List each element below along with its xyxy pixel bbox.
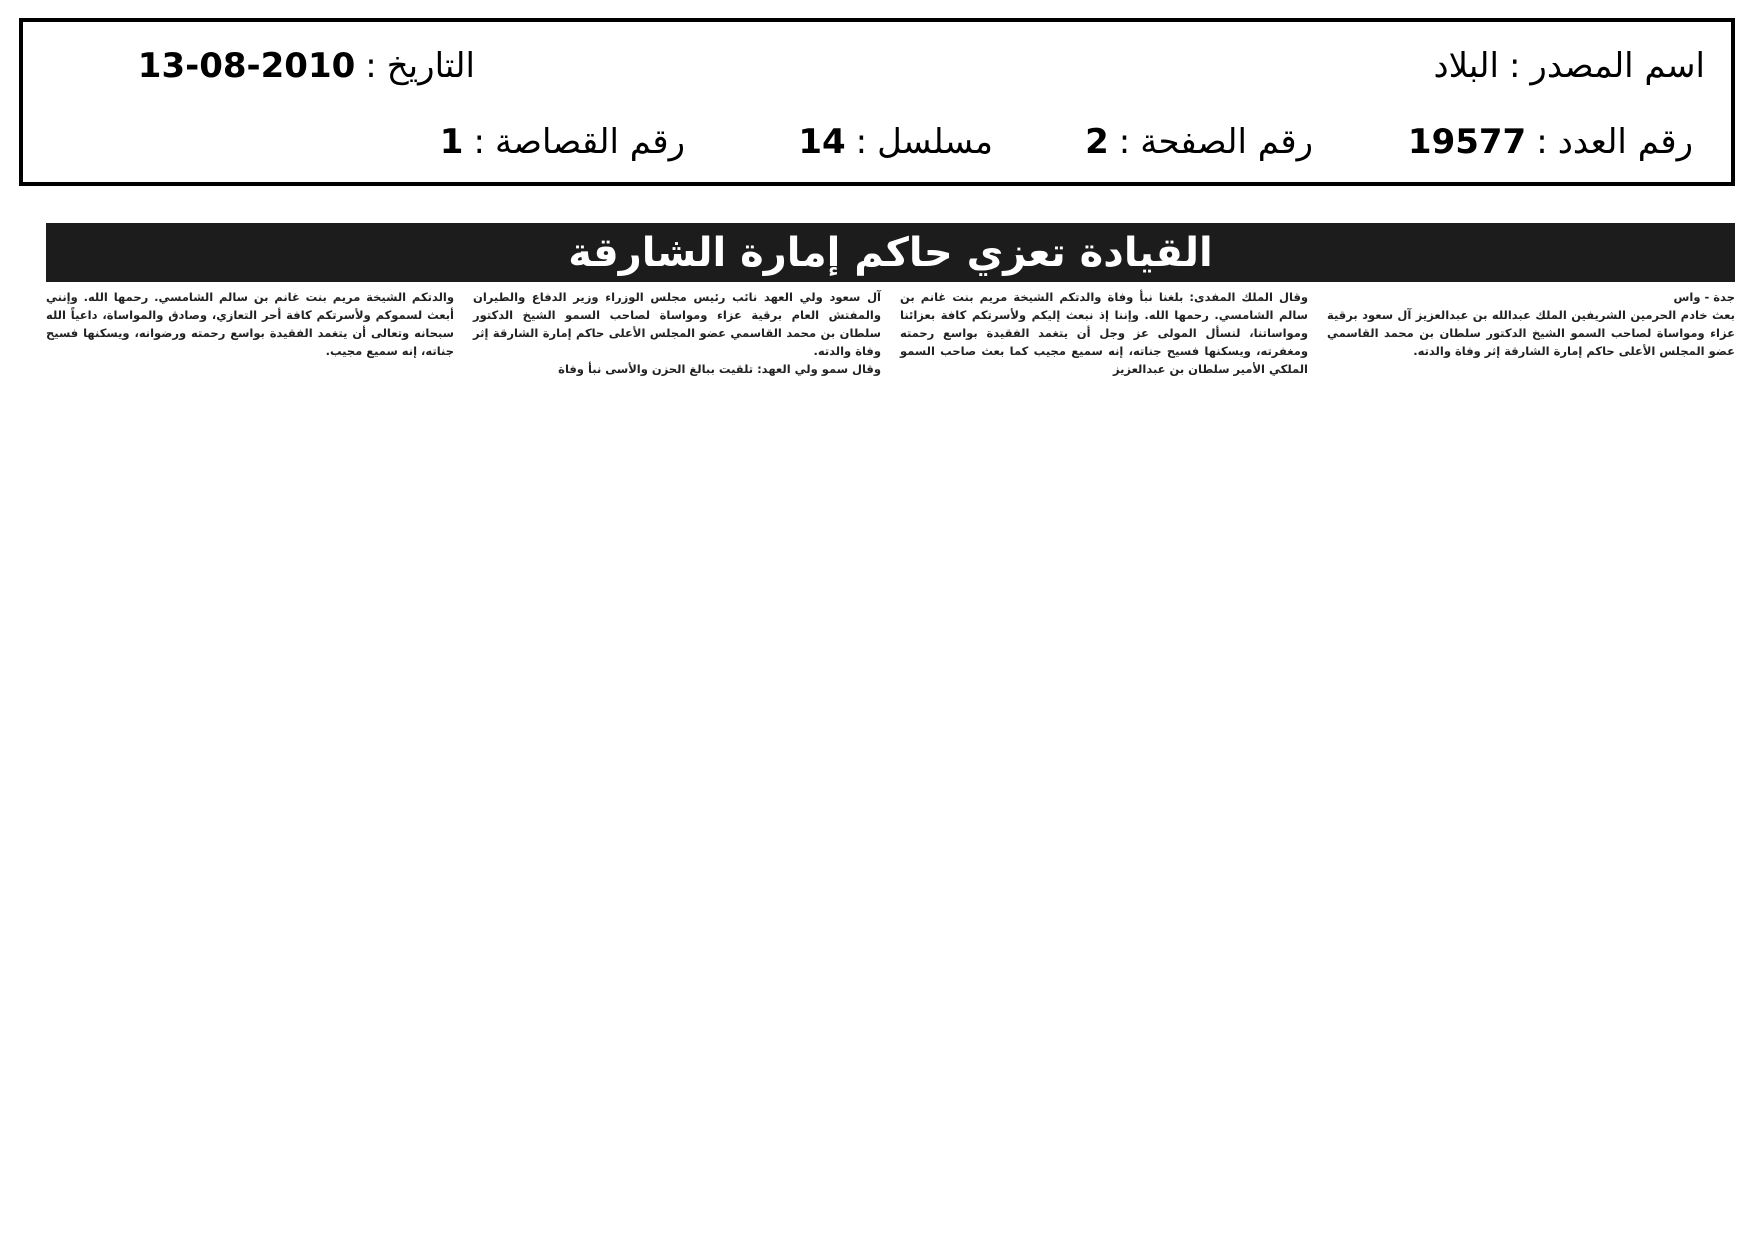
issue-value: 19577: [1407, 122, 1527, 162]
clip-value: 1: [439, 122, 464, 162]
serial-field: [798, 122, 993, 162]
article-headline: القيادة تعزي حاكم إمارة الشارقة: [568, 229, 1213, 276]
clip-field: [440, 122, 685, 162]
clip-separator: :: [473, 122, 485, 162]
issue-separator: :: [1536, 122, 1548, 162]
article-dateline: جدة - واس: [1673, 290, 1735, 304]
article-paragraph: وقال الملك المفدى: بلغنا نبأ وفاة والدتكم الشيخة مريم بنت غانم بن سالم الشامسي. رحمها الله. وإننا إذ نبعث إليكم ولأسرتكم كافة بعزائنا ومواساتنا، لنسأل المولى عز وجل أن يتغمد الفقيدة بواسع رحمته ومغفرته، ويسكنها فسيح جناته، إنه سميع مجيب كما بعث صاحب السمو الملكي الأمير سلطان بن عبدالعزيز: [900, 290, 1308, 376]
date-field: [138, 46, 475, 86]
article-paragraph: وقال سمو ولي العهد: تلقيت ببالغ الحزن والأسى نبأ وفاة: [558, 362, 881, 376]
article-paragraph: والدتكم الشيخة مريم بنت غانم بن سالم الشامسي. رحمها الله. وإنني أبعث لسموكم ولأسرتكم كافة أحر التعازي، وصادق والمواساة، داعياً الله سبحانه وتعالى أن يتغمد الفقيدة بواسع رحمته ورضوانه، ويسكنها فسيح جناته، إنه سميع مجيب.: [46, 290, 454, 358]
issue-label: رقم العدد: [1557, 122, 1693, 162]
article-column-2: [900, 288, 1308, 378]
source-field: [1433, 46, 1705, 86]
article-column-1: [1327, 288, 1735, 360]
page-label: رقم الصفحة: [1140, 122, 1313, 162]
source-separator: :: [1508, 46, 1521, 86]
issue-field: [1408, 122, 1693, 162]
headline-bar: [46, 223, 1735, 282]
page-field: [1085, 122, 1313, 162]
clipping-header: [19, 18, 1735, 186]
serial-label: مسلسل: [877, 122, 993, 162]
source-label: اسم المصدر: [1530, 46, 1705, 86]
article-paragraph: آل سعود ولي العهد نائب رئيس مجلس الوزراء وزير الدفاع والطيران والمفتش العام برقية عزاء ومواساة لصاحب السمو الشيخ الدكتور سلطان بن محمد القاسمي عضو المجلس الأعلى حاكم إمارة الشارقة إثر وفاة والدته.: [473, 290, 881, 358]
page-separator: :: [1118, 122, 1131, 162]
page-value: 2: [1085, 122, 1109, 162]
serial-separator: :: [855, 122, 868, 162]
article-column-3: [473, 288, 881, 378]
source-value: البلاد: [1433, 46, 1499, 86]
date-value: 13-08-2010: [137, 46, 356, 86]
clip-label: رقم القصاصة: [494, 122, 685, 162]
serial-value: 14: [798, 122, 846, 162]
article-body: [46, 288, 1735, 388]
date-separator: :: [365, 46, 377, 86]
date-label: التاريخ: [386, 46, 475, 86]
article-column-4: [46, 288, 454, 360]
article-paragraph: بعث خادم الحرمين الشريفين الملك عبدالله بن عبدالعزيز آل سعود برقية عزاء ومواساة لصاحب السمو الشيخ الدكتور سلطان بن محمد القاسمي عضو المجلس الأعلى حاكم إمارة الشارقة إثر وفاة والدته.: [1327, 308, 1735, 358]
